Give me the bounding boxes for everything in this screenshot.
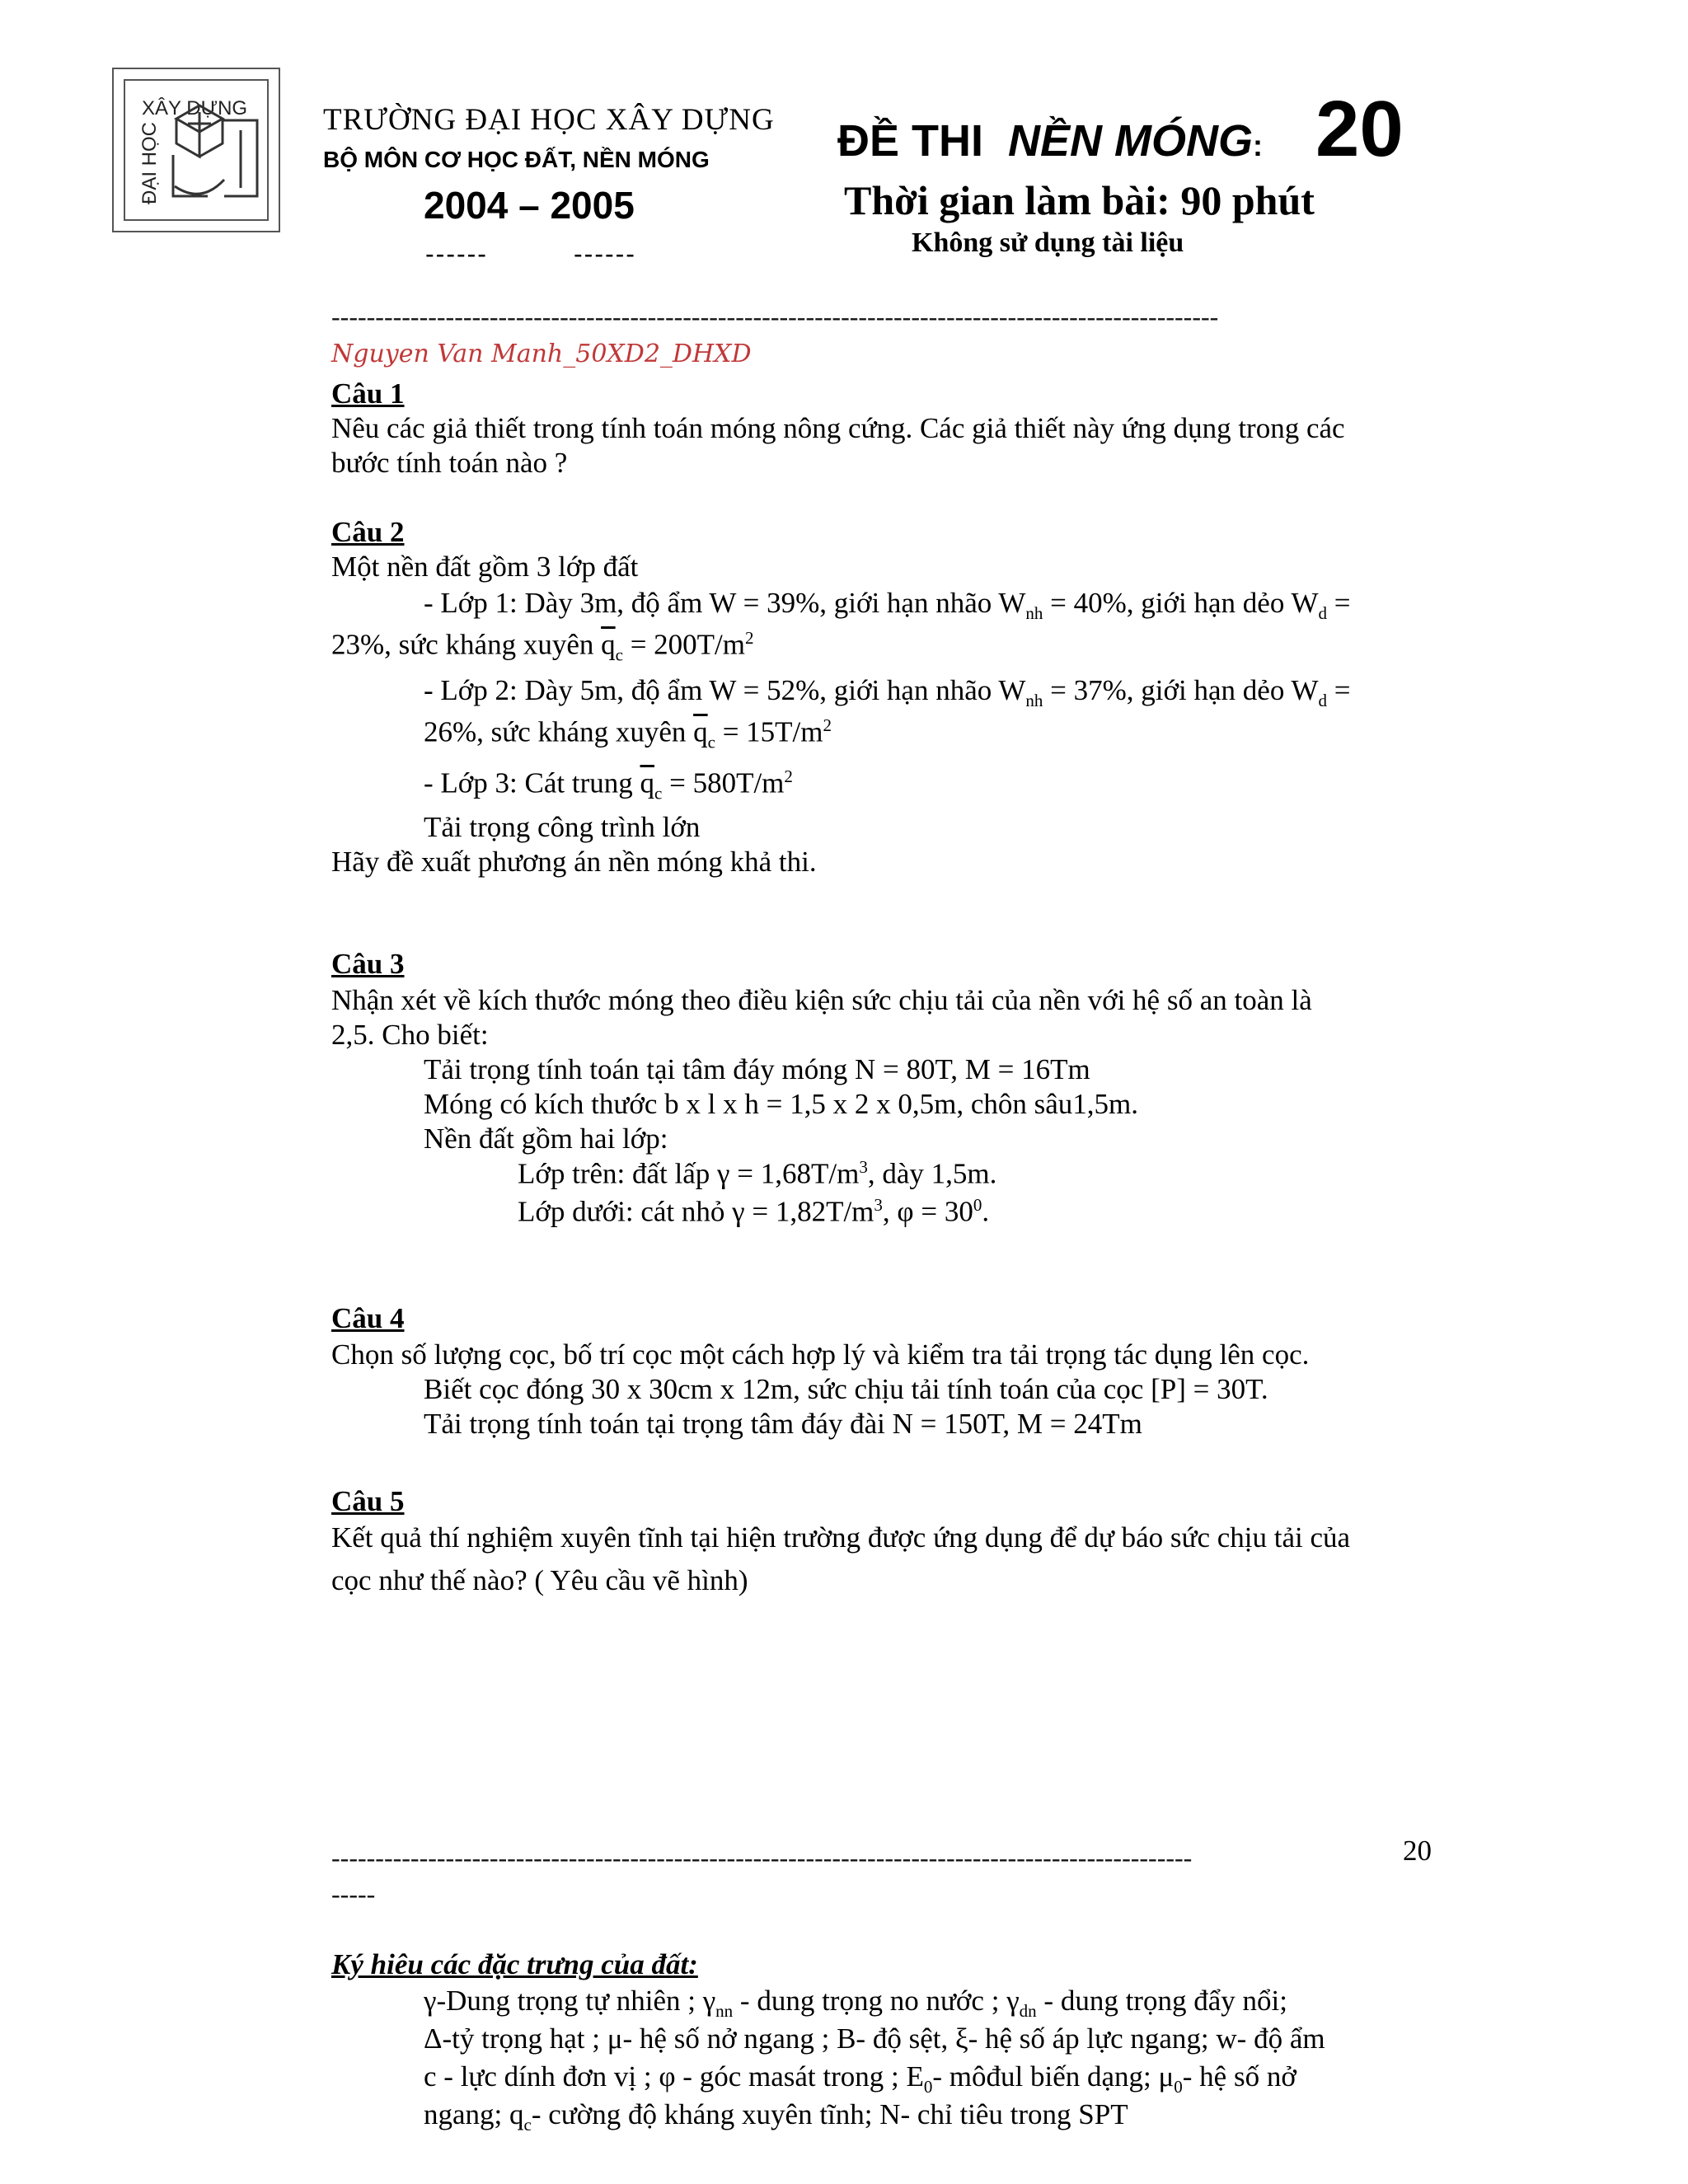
question-1-line-1: Nêu các giả thiết trong tính toán móng nông cứng. Các giả thiết này ứng dụng trong các: [331, 412, 1345, 444]
exam-prefix: ĐỀ THI: [837, 116, 984, 166]
question-3-lower-layer: Lớp dưới: cát nhỏ $\gamma = 1,82T/m^3$, $\varphi = 30^0$.: [518, 1195, 990, 1228]
footer-divider: --------------------------------------------------------------------------------------------------: [331, 1843, 1193, 1872]
top-divider: -----------------------------------------------------------------------------------------------------: [331, 302, 1219, 331]
question-3-upper-layer: Lớp trên: đất lấp $\gamma = 1,68T/m^3$, dày 1,5m.: [518, 1157, 997, 1190]
exam-number: 20: [1315, 85, 1404, 173]
question-3-line-1: Nhận xét về kích thước móng theo điều kiện sức chịu tải của nền với hệ số an toàn là: [331, 984, 1312, 1016]
exam-title: [837, 115, 1263, 166]
question-1-line-2: bước tính toán nào ?: [331, 447, 568, 479]
question-3-line-4: Móng có kích thước b x l x h = 1,5 x 2 x 0,5m, chôn sâu1,5m.: [424, 1088, 1139, 1120]
legend-title: Ký hiêu các đặc trưng của đất:: [331, 1948, 698, 1980]
question-4-title: Câu 4: [331, 1302, 405, 1334]
academic-year: 2004 – 2005: [424, 184, 635, 227]
legend-line-3: c - lực dính đơn vị ; φ - góc masát trong ; $E_0-$ môđul biến dạng; $\mu_0-$ hệ số nở: [424, 2060, 1296, 2097]
logo-side-text: ĐẠI HỌC: [138, 121, 161, 204]
question-3-line-3: Tải trọng tính toán tại tâm đáy móng N = 80T, M = 16Tm: [424, 1053, 1090, 1085]
author-signature: Nguyen Van Manh_50XD2_DHXD: [331, 340, 752, 368]
legend-line-1: γ-Dung trọng tự nhiên ; $\gamma_{nn}$ - dung trọng no nước ; $\gamma_{dn}$ - dung trọng đẩy nổi;: [424, 1985, 1287, 2021]
layer-1-line-1: - Lớp 1: Dày 3m, độ ẩm W = 39%, giới hạn nhão $W_{nh} = 40\%$, giới hạn dẻo $W_d$ =: [424, 587, 1351, 623]
school-name: TRƯỜNG ĐẠI HỌC XÂY DỰNG: [323, 103, 775, 137]
layer-2-line-1: - Lớp 2: Dày 5m, độ ẩm W = 52%, giới hạn nhão $W_{nh} = 37\%$, giới hạn dẻo $W_d$ =: [424, 674, 1351, 710]
layer-1-line-2: 23%, sức kháng xuyên $\overline{q}_c = 200T/m^2$: [331, 628, 754, 665]
time-allowed: Thời gian làm bài: 90 phút: [844, 177, 1315, 223]
logo-emblem-icon: [125, 81, 270, 223]
question-4-line-2: Biết cọc đóng 30 x 30cm x 12m, sức chịu tải tính toán của cọc [P] = 30T.: [424, 1373, 1268, 1405]
question-4-line-3: Tải trọng tính toán tại trọng tâm đáy đài N = 150T, M = 24Tm: [424, 1408, 1142, 1440]
question-5-line-1: Kết quả thí nghiệm xuyên tĩnh tại hiện trường được ứng dụng để dự báo sức chịu tải của: [331, 1521, 1351, 1554]
no-reference-note: Không sử dụng tài liệu: [912, 227, 1184, 258]
question-3-title: Câu 3: [331, 948, 405, 980]
question-5-title: Câu 5: [331, 1485, 405, 1517]
legend-line-2: Δ-tỷ trọng hạt ; μ- hệ số nở ngang ; B- độ sệt, ξ- hệ số áp lực ngang; w- độ ẩm: [424, 2022, 1325, 2055]
exam-subject: NỀN MÓNG: [1008, 116, 1254, 166]
question-4-line-1: Chọn số lượng cọc, bố trí cọc một cách hợp lý và kiểm tra tải trọng tác dụng lên cọc.: [331, 1338, 1310, 1371]
logo-frame: [124, 79, 269, 221]
page-number: 20: [1403, 1835, 1432, 1867]
layer-3-line: - Lớp 3: Cát trung $\overline{q}_c = 580T/m^2$: [424, 766, 793, 804]
question-3-line-5: Nền đất gồm hai lớp:: [424, 1122, 668, 1155]
header-dashes-right: ------: [574, 239, 636, 269]
legend-line-4: ngang; $q_c-$ cường độ kháng xuyên tĩnh; N- chỉ tiêu trong SPT: [424, 2098, 1128, 2135]
question-2-load: Tải trọng công trình lớn: [424, 811, 701, 843]
university-logo: [112, 68, 280, 232]
question-2-title: Câu 2: [331, 516, 405, 548]
question-5-line-2: cọc như thế nào? ( Yêu cầu vẽ hình): [331, 1564, 748, 1596]
layer-2-line-2: 26%, sức kháng xuyên $\overline{q}_c = 15T/m^2$: [424, 715, 832, 752]
logo-top-text: XÂY DỰNG: [142, 97, 248, 120]
header-dashes-left: ------: [425, 239, 488, 269]
department-name: BỘ MÔN CƠ HỌC ĐẤT, NỀN MÓNG: [323, 147, 710, 172]
exam-colon: :: [1253, 129, 1264, 162]
question-1-title: Câu 1: [331, 377, 405, 410]
question-2-intro: Một nền đất gồm 3 lớp đất: [331, 551, 639, 583]
footer-divider-wrap: -----: [331, 1879, 376, 1909]
question-3-line-2: 2,5. Cho biết:: [331, 1019, 489, 1051]
question-2-task: Hãy đề xuất phương án nền móng khả thi.: [331, 846, 817, 878]
